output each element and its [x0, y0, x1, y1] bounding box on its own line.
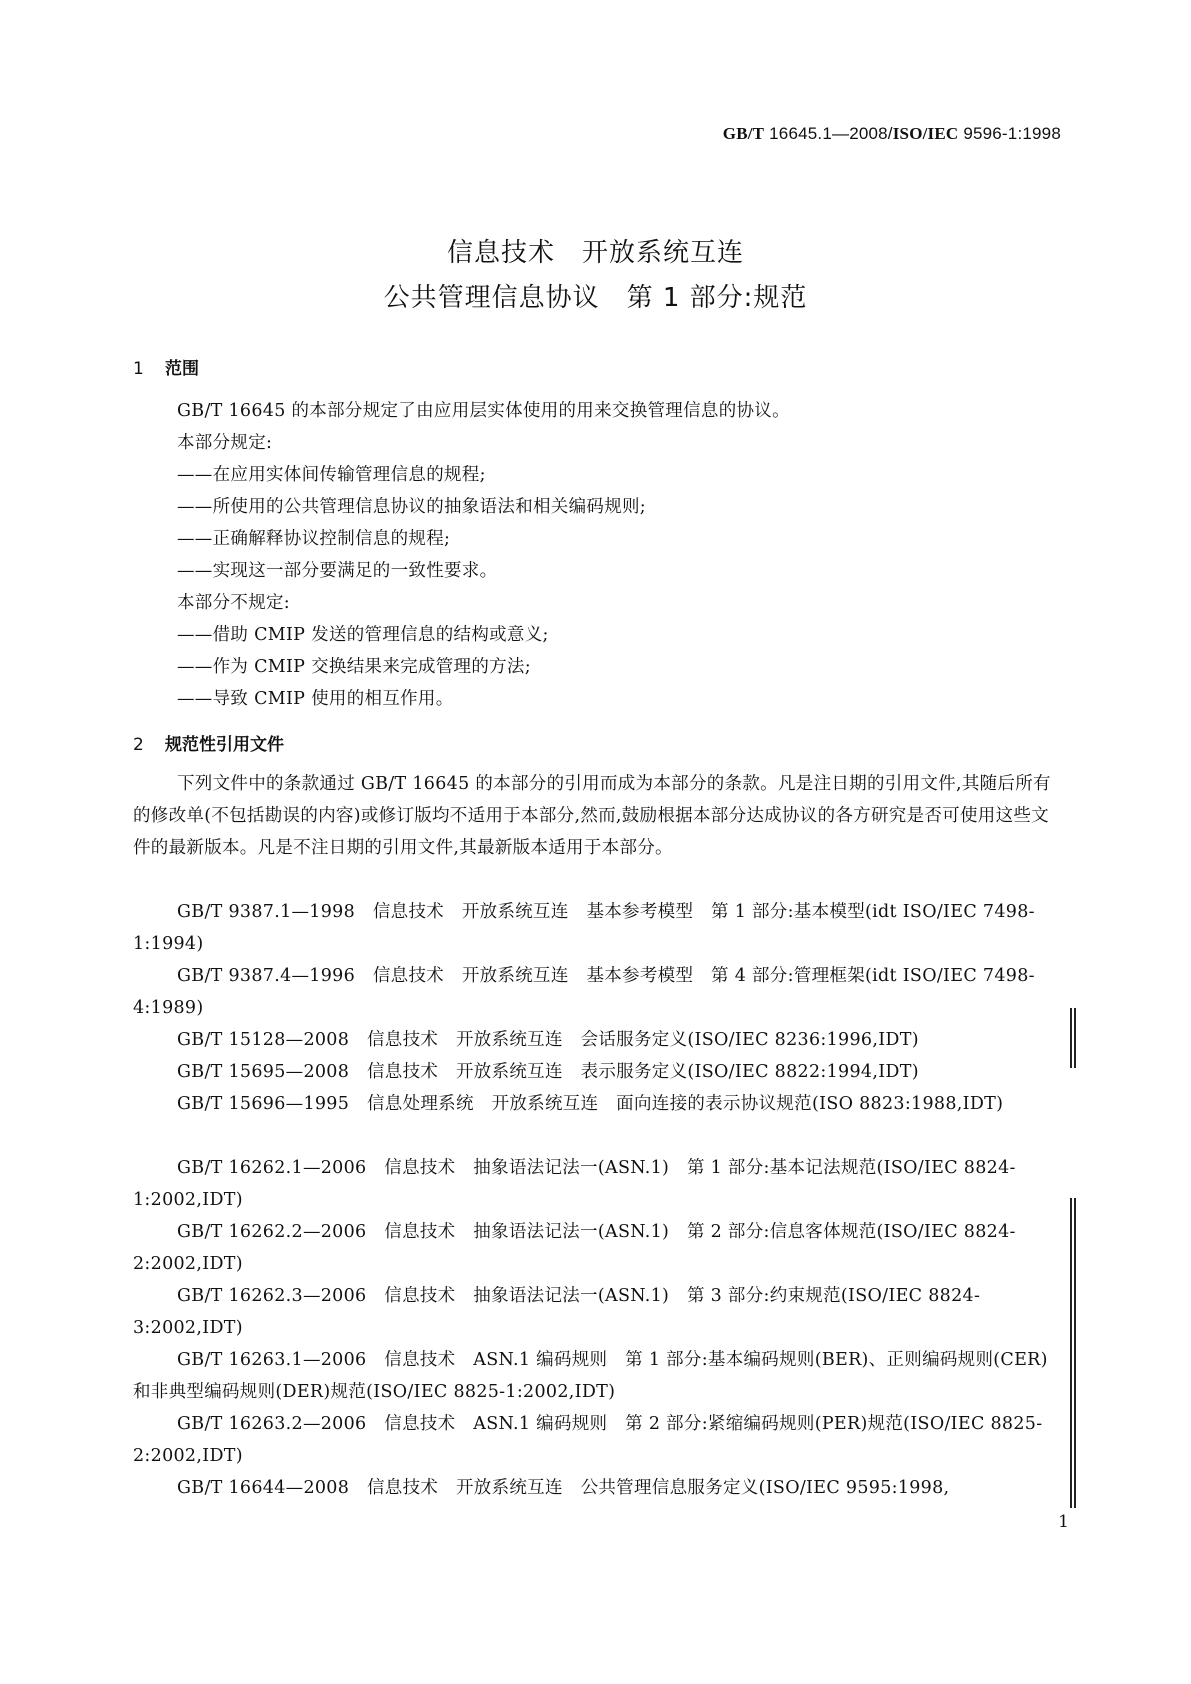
iso-prefix: ISO/IEC — [892, 124, 959, 143]
document-title-line1: 信息技术 开放系统互连 — [446, 238, 744, 268]
reference-entry: GB/T 16644—2008 信息技术 开放系统互连 公共管理信息服务定义(ISO/IEC 9595:1998, — [177, 1478, 950, 1498]
not-specifies-item: ——借助 CMIP 发送的管理信息的结构或意义; — [177, 625, 549, 645]
section2-intro: 下列文件中的条款通过 GB/T 16645 的本部分的引用而成为本部分的条款。凡是注日期的引用文件,其随后所有的修改单(不包括勘误的内容)或修订版均不适用于本部分,然而,鼓励根据本部分达成协议的各方研究是否可使用这些文件的最新版本。凡是不注日期的引用文件,其最新版本适用于本部分。 — [133, 774, 1051, 858]
iso-number: 9596-1:1998 — [958, 124, 1061, 143]
specifies-item: ——在应用实体间传输管理信息的规程; — [177, 465, 486, 485]
reference-entry: GB/T 16263.1—2006 信息技术 ASN.1 编码规则 第 1 部分:基本编码规则(BER)、正则编码规则(CER)和非典型编码规则(DER)规范(ISO/IEC 8825-1:2002,IDT) — [133, 1350, 1048, 1402]
not-specifies-label: 本部分不规定: — [177, 593, 290, 613]
page-number: 1 — [1058, 1512, 1069, 1532]
std-number: 16645.1—2008/ — [764, 124, 893, 143]
section2-heading — [133, 730, 284, 755]
revision-bar — [1070, 1198, 1076, 1508]
reference-entry: GB/T 15128—2008 信息技术 开放系统互连 会话服务定义(ISO/IEC 8236:1996,IDT) — [177, 1030, 919, 1050]
section1-number: 1 — [133, 359, 144, 379]
specifies-item: ——所使用的公共管理信息协议的抽象语法和相关编码规则; — [177, 497, 646, 517]
std-prefix: GB/T — [722, 124, 765, 143]
specifies-item: ——正确解释协议控制信息的规程; — [177, 529, 451, 549]
section2-title: 规范性引用文件 — [165, 735, 284, 755]
reference-entry: GB/T 16262.2—2006 信息技术 抽象语法记法一(ASN.1) 第 2 部分:信息客体规范(ISO/IEC 8824-2:2002,IDT) — [133, 1222, 1016, 1274]
document-title-line2: 公共管理信息协议 第 1 部分:规范 — [383, 283, 808, 313]
specifies-item: ——实现这一部分要满足的一致性要求。 — [177, 561, 498, 581]
revision-bar — [1070, 1008, 1076, 1068]
reference-entry: GB/T 15696—1995 信息处理系统 开放系统互连 面向连接的表示协议规范(ISO 8823:1988,IDT) — [177, 1094, 1004, 1114]
reference-entry: GB/T 15695—2008 信息技术 开放系统互连 表示服务定义(ISO/IEC 8822:1994,IDT) — [177, 1062, 919, 1082]
reference-entry: GB/T 16262.3—2006 信息技术 抽象语法记法一(ASN.1) 第 3 部分:约束规范(ISO/IEC 8824-3:2002,IDT) — [133, 1286, 981, 1338]
reference-entry: GB/T 16263.2—2006 信息技术 ASN.1 编码规则 第 2 部分:紧缩编码规则(PER)规范(ISO/IEC 8825-2:2002,IDT) — [133, 1414, 1043, 1466]
section2-number: 2 — [133, 735, 144, 755]
not-specifies-item: ——作为 CMIP 交换结果来完成管理的方法; — [177, 657, 531, 677]
specifies-label: 本部分规定: — [177, 433, 273, 453]
standard-number-header — [723, 124, 1061, 144]
section1-title: 范围 — [165, 359, 199, 379]
reference-entry: GB/T 9387.1—1998 信息技术 开放系统互连 基本参考模型 第 1 部分:基本模型(idt ISO/IEC 7498-1:1994) — [133, 902, 1035, 954]
section1-heading — [133, 354, 199, 379]
not-specifies-item: ——导致 CMIP 使用的相互作用。 — [177, 689, 454, 709]
section1-intro: GB/T 16645 的本部分规定了由应用层实体使用的用来交换管理信息的协议。 — [177, 401, 790, 421]
reference-entry: GB/T 16262.1—2006 信息技术 抽象语法记法一(ASN.1) 第 1 部分:基本记法规范(ISO/IEC 8824-1:2002,IDT) — [133, 1158, 1016, 1210]
reference-entry: GB/T 9387.4—1996 信息技术 开放系统互连 基本参考模型 第 4 部分:管理框架(idt ISO/IEC 7498-4:1989) — [133, 966, 1035, 1018]
